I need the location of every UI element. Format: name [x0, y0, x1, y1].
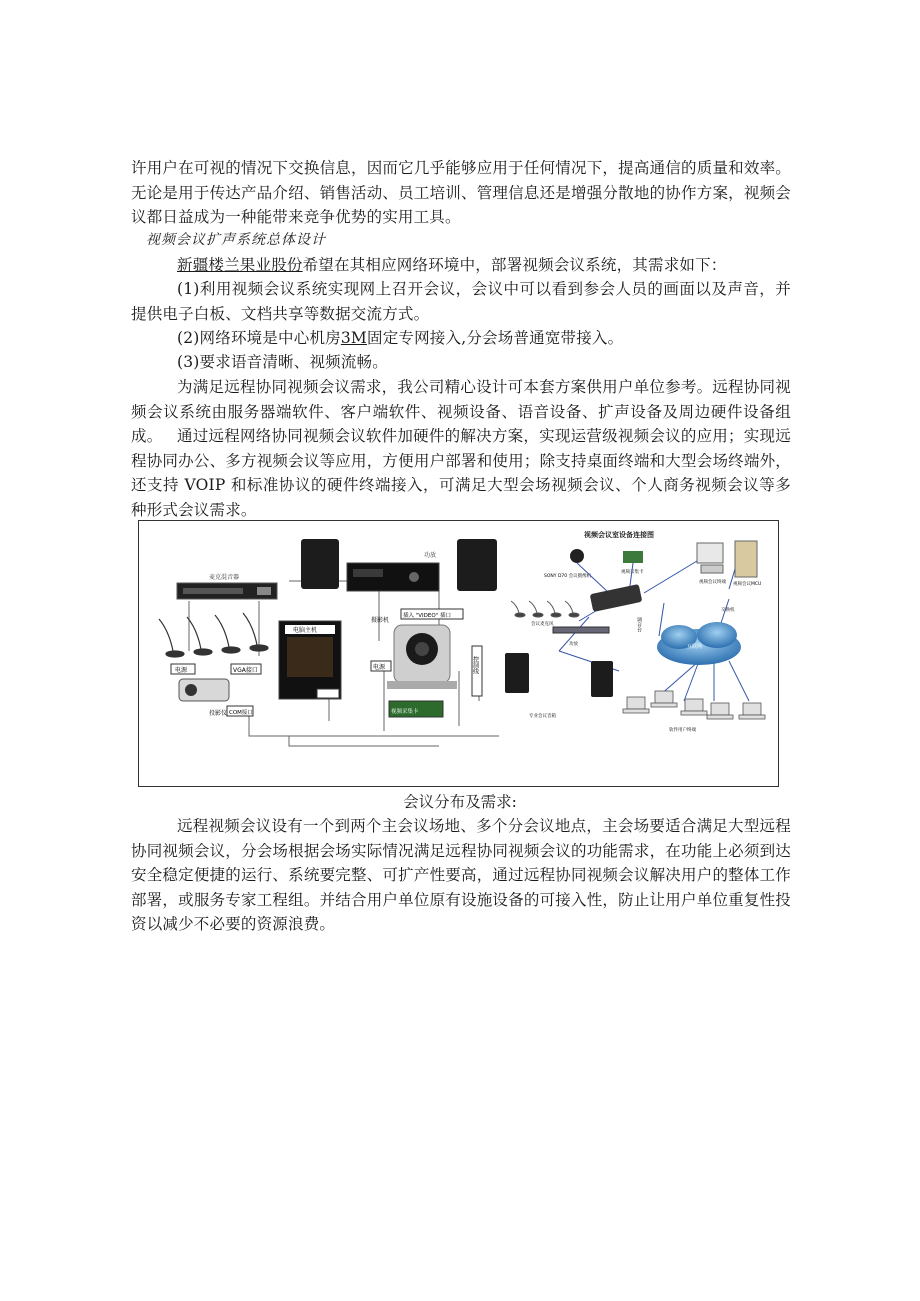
mcu-server: [733, 541, 761, 587]
vga-label: VGA接口: [233, 667, 258, 674]
ptz-camera: [371, 609, 463, 689]
amplifier-device: [347, 551, 439, 591]
diagram-svg: [139, 521, 777, 785]
conference-speaker-right: [591, 661, 613, 697]
card-device: [623, 551, 643, 563]
power-label-1: 电源: [175, 667, 188, 674]
mixer-label: 麦克混音器: [209, 574, 240, 581]
switch-label: 交换机: [721, 608, 735, 613]
terminal-pc: [697, 543, 726, 585]
capture-label: 视频采集卡: [391, 709, 419, 715]
mixer-device: [177, 573, 277, 599]
com-label: COM接口: [229, 710, 253, 716]
amplifier-label: 功放: [424, 552, 437, 559]
speakers-label: 专业会议音箱: [529, 714, 556, 719]
equipment-connection-diagram: [138, 520, 779, 787]
internet-cloud: [657, 622, 741, 665]
projector-device: [179, 679, 229, 717]
room-camera: [544, 549, 592, 579]
company-name: 新疆楼兰果业股份: [177, 256, 303, 274]
audio-console: [590, 584, 643, 633]
user-laptops: [623, 691, 765, 719]
requirement-2-part-a: (2)网络环境是中心机房: [177, 329, 341, 347]
amplifier-2: [553, 627, 609, 647]
left-speaker: [301, 539, 339, 589]
solution-paragraph: 通过远程网络协同视频会议软件加硬件的解决方案，实现运营级视频会议的应用；实现远程协同办公、多方视频会议等应用，方便用户部署和使用；除支持桌面终端和大型会场终端外，还支持 VOIP 和标准协议的硬件终端接入，可满足大型会场视频会议、个人商务视频会议等多种形式会议需求。: [131, 427, 791, 519]
console-label: 调音台: [636, 617, 642, 632]
meeting-mic-array: [511, 601, 579, 617]
card-label: 视频采集卡: [621, 570, 644, 575]
conference-speaker-left: [505, 653, 529, 693]
diagram-title: 视频会议室设备连接图: [584, 531, 654, 539]
terminal-label: 视频会议终端: [699, 580, 726, 585]
pc-label: 电脑主机: [293, 627, 318, 634]
mic-array-label: 会议麦克风: [531, 622, 554, 627]
section-heading: 视频会议扩声系统总体设计: [146, 232, 326, 248]
control-line-label: 控制线: [471, 656, 479, 674]
cloud-label: 互联网: [687, 644, 703, 650]
camera-label: 摄影机: [371, 617, 390, 624]
power-label-2: 电源: [373, 664, 386, 671]
requirement-1: (1)利用视频会议系统实现网上召开会议，会议中可以看到参会人员的画面以及声音，并提供电子白板、文档共享等数据交流方式。: [131, 280, 791, 323]
requirements-intro-rest: 希望在其相应网络环境中，部署视频会议系统，其需求如下：: [302, 256, 727, 274]
projector-label: 投影仪: [209, 710, 228, 717]
capture-card: [389, 701, 443, 717]
requirement-3: (3)要求语音清晰、视频流畅。: [177, 353, 388, 371]
requirement-2: [131, 326, 791, 351]
intro-paragraph: 许用户在可视的情况下交换信息，因而它几乎能够应用于任何情况下，提高通信的质量和效率。无论是用于传达产品介绍、销售活动、员工培训、管理信息还是增强分散地的协作方案，视频会议都日益成为一种能带来竞争优势的实用工具。: [131, 159, 791, 226]
requirement-2-part-b: 固定专网接入,分会场普通宽带接入。: [367, 329, 624, 347]
figure-caption: 会议分布及需求:: [403, 793, 517, 811]
bandwidth-value: 3M: [340, 329, 367, 347]
amp2-label: 功放: [569, 642, 578, 647]
requirements-intro: [131, 253, 791, 278]
pc-tower: [279, 621, 341, 699]
gooseneck-microphones: [159, 613, 268, 657]
mcu-label: 视频会议MCU: [733, 582, 762, 587]
users-label: 软件用户终端: [669, 728, 696, 733]
closing-paragraph: 远程视频会议设有一个到两个主会议场地、多个分会议地点，主会场要适合满足大型远程协同视频会议，分会场根据会场实际情况满足远程协同视频会议的功能需求，在功能上必须到达安全稳定便捷的运行、系统要完整、可扩产性要高，通过远程协同视频会议解决用户的整体工作部署，或服务专家工程组。并结合用户单位原有设施设备的可接入性，防止让用户单位重复性投资以减少不必要的资源浪费。: [131, 817, 791, 933]
video-port-label: 插入 "VIDEO" 插口: [403, 613, 451, 619]
right-speaker: [457, 539, 497, 591]
design-paragraph: 为满足远程协同视频会议需求，我公司精心设计可本套方案供用户单位参考。远程协同视频会议系统由服务器端软件、客户端软件、视频设备、语音设备、扩声设备及周边硬件设备组成。: [131, 378, 791, 445]
sony-camera-label: SONY D70 会议摄像机: [544, 574, 592, 579]
